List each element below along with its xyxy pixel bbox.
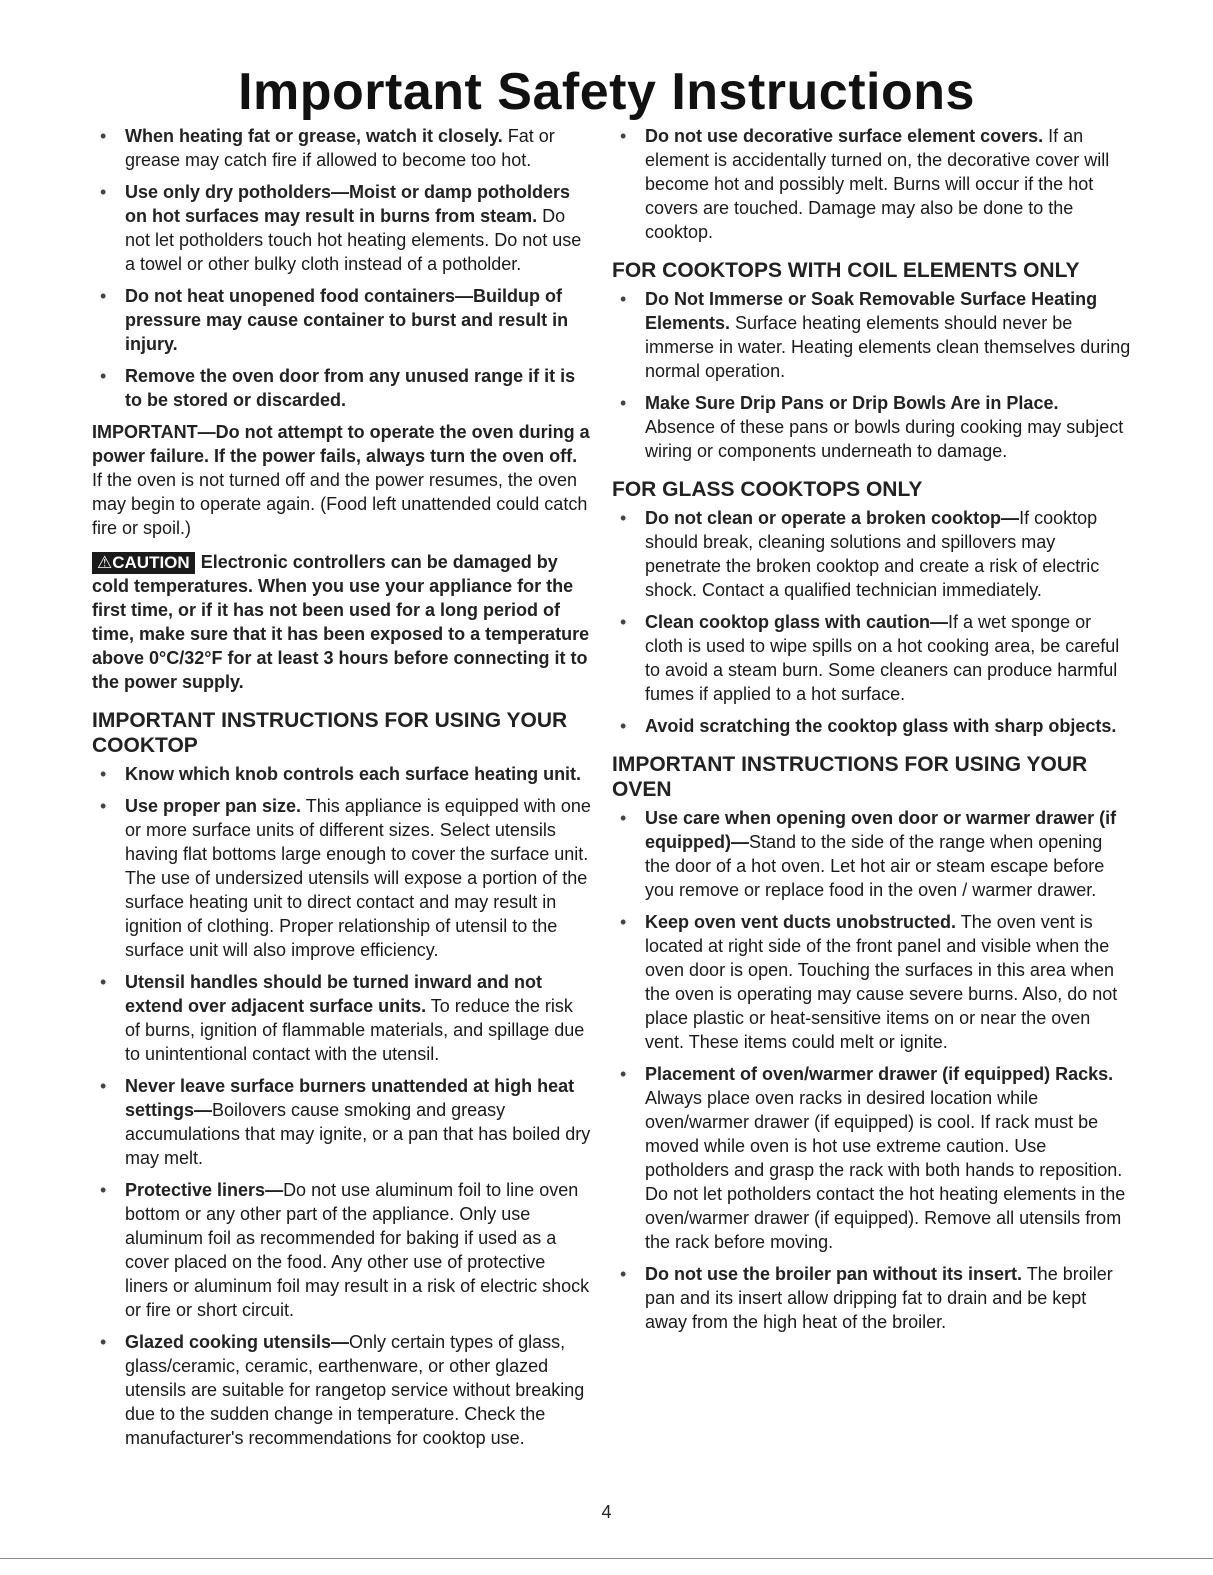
bullet-emphasis: Use proper pan size. (125, 796, 302, 816)
bullet-dot-icon: • (620, 612, 627, 632)
bullet-emphasis: Use care when opening oven door or warmer drawer (if equipped)— (645, 808, 1117, 852)
caution-paragraph: ⚠CAUTION Electronic controllers can be damaged by cold temperatures. When you use your appliance for the first time, or if it has not been used for a long period of time, make sure that it has been exposed to a temperature above 0°C/32°F for at least 3 hours before connecting it to the power supply. (92, 552, 590, 692)
bullet-item (612, 1062, 1132, 1254)
bullet-item (92, 284, 592, 356)
caution-badge: ⚠CAUTION (92, 552, 195, 574)
bullet-text: Surface heating elements should never be immerse in water. Heating elements clean themselves during normal operation. (645, 313, 1131, 381)
bullet-item (612, 124, 1132, 244)
bullet-text: If a wet sponge or cloth is used to wipe spills on a hot cooking area, be careful to avoid a steam burn. Some cleaners can produce harmful fumes if applied to a hot surface. (645, 612, 1120, 704)
bullet-text: Absence of these pans or bowls during cooking may subject wiring or components underneath to damage. (645, 417, 1124, 461)
bullet-dot-icon: • (620, 1064, 627, 1084)
bullet-item (612, 610, 1132, 706)
bullet-emphasis: Use only dry potholders—Moist or damp potholders on hot surfaces may result in burns from steam. (125, 182, 571, 226)
bullet-text: This appliance is equipped with one or more surface units of different sizes. Select utensils having flat bottoms large enough to cover the surface unit. The use of undersized utensils will expose a portion of the surface heating unit to direct contact and may result in ignition of clothing. Proper relationship of utensil to the surface unit will also improve efficiency. (125, 796, 591, 960)
bullet-text: Stand to the side of the range when opening the door of a hot oven. Let hot air or steam escape before you remove or replace food in the oven / warmer drawer. (645, 832, 1105, 900)
bullet-dot-icon: • (100, 1180, 107, 1200)
bullet-dot-icon: • (100, 126, 107, 146)
bullet-emphasis: Do Not Immerse or Soak Removable Surface Heating Elements. (645, 289, 1098, 333)
cooktop-instructions-heading: IMPORTANT INSTRUCTIONS FOR USING YOUR COOKTOP (92, 709, 568, 757)
oven-instructions-heading: IMPORTANT INSTRUCTIONS FOR USING YOUR OVEN (612, 753, 1088, 801)
bullet-dot-icon: • (620, 808, 627, 828)
bullet-item (612, 506, 1132, 602)
bullet-emphasis: Placement of oven/warmer drawer (if equipped) Racks. (645, 1064, 1114, 1084)
coil-elements-list (612, 287, 1132, 463)
footer-rule (0, 1558, 1213, 1559)
bullet-emphasis: Glazed cooking utensils— (125, 1332, 350, 1352)
bullet-text: Always place oven racks in desired location while oven/warmer drawer (if equipped) is cool. If rack must be moved while oven is hot use extreme caution. Use potholders and grasp the rack with both hands to reposition. Do not let potholders contact the hot heating elements in the oven/warmer drawer (if equipped). Remove all utensils from the rack before moving. (645, 1088, 1126, 1252)
bullet-emphasis: Never leave surface burners unattended at high heat settings— (125, 1076, 575, 1120)
bullet-item (612, 1262, 1132, 1334)
bullet-text: To reduce the risk of burns, ignition of flammable materials, and spillage due to unintentional contact with the utensil. (125, 996, 585, 1064)
bullet-emphasis: When heating fat or grease, watch it closely. (125, 126, 503, 146)
right-column (612, 124, 1132, 1342)
bullet-dot-icon: • (100, 366, 107, 386)
bullet-dot-icon: • (100, 796, 107, 816)
bullet-dot-icon: • (620, 508, 627, 528)
right-safety-list (612, 124, 1132, 244)
bullet-text: Only certain types of glass, glass/ceramic, ceramic, earthenware, or other glazed utensils are suitable for rangetop service without breaking due to the sudden change in temperature. Check the manufacturer's recommendations for cooktop use. (125, 1332, 585, 1448)
bullet-dot-icon: • (620, 126, 627, 146)
bullet-emphasis: Know which knob controls each surface heating unit. (125, 764, 582, 784)
bullet-item (92, 180, 592, 276)
bullet-item (92, 124, 592, 172)
bullet-item (612, 391, 1132, 463)
bullet-dot-icon: • (620, 912, 627, 932)
bullet-emphasis: Protective liners— (125, 1180, 284, 1200)
bullet-emphasis: Utensil handles should be turned inward and not extend over adjacent surface units. (125, 972, 543, 1016)
bullet-emphasis: Do not clean or operate a broken cooktop— (645, 508, 1020, 528)
coil-elements-heading: FOR COOKTOPS WITH COIL ELEMENTS ONLY (612, 259, 1080, 282)
bullet-emphasis: Avoid scratching the cooktop glass with sharp objects. (645, 716, 1117, 736)
bullet-dot-icon: • (620, 289, 627, 309)
oven-instructions-list (612, 806, 1132, 1334)
bullet-emphasis: Do not use the broiler pan without its insert. (645, 1264, 1023, 1284)
bullet-dot-icon: • (100, 182, 107, 202)
bullet-text: If an element is accidentally turned on, the decorative cover will become hot and possibly melt. Burns will occur if the hot covers are touched. Damage may also be done to the cooktop. (645, 126, 1110, 242)
bullet-item (612, 806, 1132, 902)
bullet-item (92, 1074, 592, 1170)
bullet-emphasis: Do not use decorative surface element covers. (645, 126, 1044, 146)
important-paragraph: IMPORTANT—Do not attempt to operate the oven during a power failure. If the power fails, always turn the oven off. If the oven is not turned off and the power resumes, the oven may begin to operate again. (Food left unattended could catch fire or spoil.) (92, 422, 590, 538)
bullet-emphasis: Keep oven vent ducts unobstructed. (645, 912, 957, 932)
bullet-dot-icon: • (100, 972, 107, 992)
glass-cooktops-heading: FOR GLASS COOKTOPS ONLY (612, 478, 923, 501)
bullet-item (612, 910, 1132, 1054)
bullet-item (92, 794, 592, 962)
bullet-item (92, 1330, 592, 1450)
bullet-dot-icon: • (620, 393, 627, 413)
bullet-item (92, 364, 592, 412)
cooktop-instructions-list (92, 762, 592, 1450)
bullet-dot-icon: • (620, 1264, 627, 1284)
page-title: Important Safety Instructions (238, 63, 975, 121)
bullet-item (612, 714, 1132, 738)
bullet-dot-icon: • (100, 764, 107, 784)
bullet-item (92, 970, 592, 1066)
bullet-item (92, 1178, 592, 1322)
bullet-dot-icon: • (100, 1332, 107, 1352)
bullet-text: Do not let potholders touch hot heating elements. Do not use a towel or other bulky cloth instead of a potholder. (125, 206, 582, 274)
left-safety-list (92, 124, 592, 412)
bullet-text: Boilovers cause smoking and greasy accumulations that may ignite, or a pan that has boiled dry may melt. (125, 1100, 591, 1168)
bullet-emphasis: Make Sure Drip Pans or Drip Bowls Are in Place. (645, 393, 1059, 413)
bullet-text: If cooktop should break, cleaning solutions and spillovers may penetrate the broken cooktop and create a risk of electric shock. Contact a qualified technician immediately. (645, 508, 1100, 600)
page-number: 4 (601, 1502, 612, 1522)
bullet-item (92, 762, 592, 786)
glass-cooktops-list (612, 506, 1132, 738)
bullet-dot-icon: • (100, 286, 107, 306)
bullet-emphasis: Remove the oven door from any unused range if it is to be stored or discarded. (125, 366, 576, 410)
bullet-emphasis: Do not heat unopened food containers—Buildup of pressure may cause container to burst and result in injury. (125, 286, 569, 354)
bullet-emphasis: Clean cooktop glass with caution— (645, 612, 949, 632)
bullet-text: Fat or grease may catch fire if allowed to become too hot. (125, 126, 555, 170)
left-column (92, 124, 592, 1458)
bullet-dot-icon: • (100, 1076, 107, 1096)
bullet-item (612, 287, 1132, 383)
bullet-text: The oven vent is located at right side of the front panel and visible when the oven door is open. Touching the surfaces in this area when the oven is operating may cause severe burns. Also, do not place plastic or heat-sensitive items on or near the oven vent. These items could melt or ignite. (645, 912, 1118, 1052)
bullet-text: The broiler pan and its insert allow dripping fat to drain and be kept away from the high heat of the broiler. (645, 1264, 1113, 1332)
bullet-text: Do not use aluminum foil to line oven bottom or any other part of the appliance. Only use aluminum foil as recommended for baking if used as a cover placed on the food. Any other use of protective liners or aluminum foil may result in a risk of electric shock or fire or short circuit. (125, 1180, 590, 1320)
bullet-dot-icon: • (620, 716, 627, 736)
